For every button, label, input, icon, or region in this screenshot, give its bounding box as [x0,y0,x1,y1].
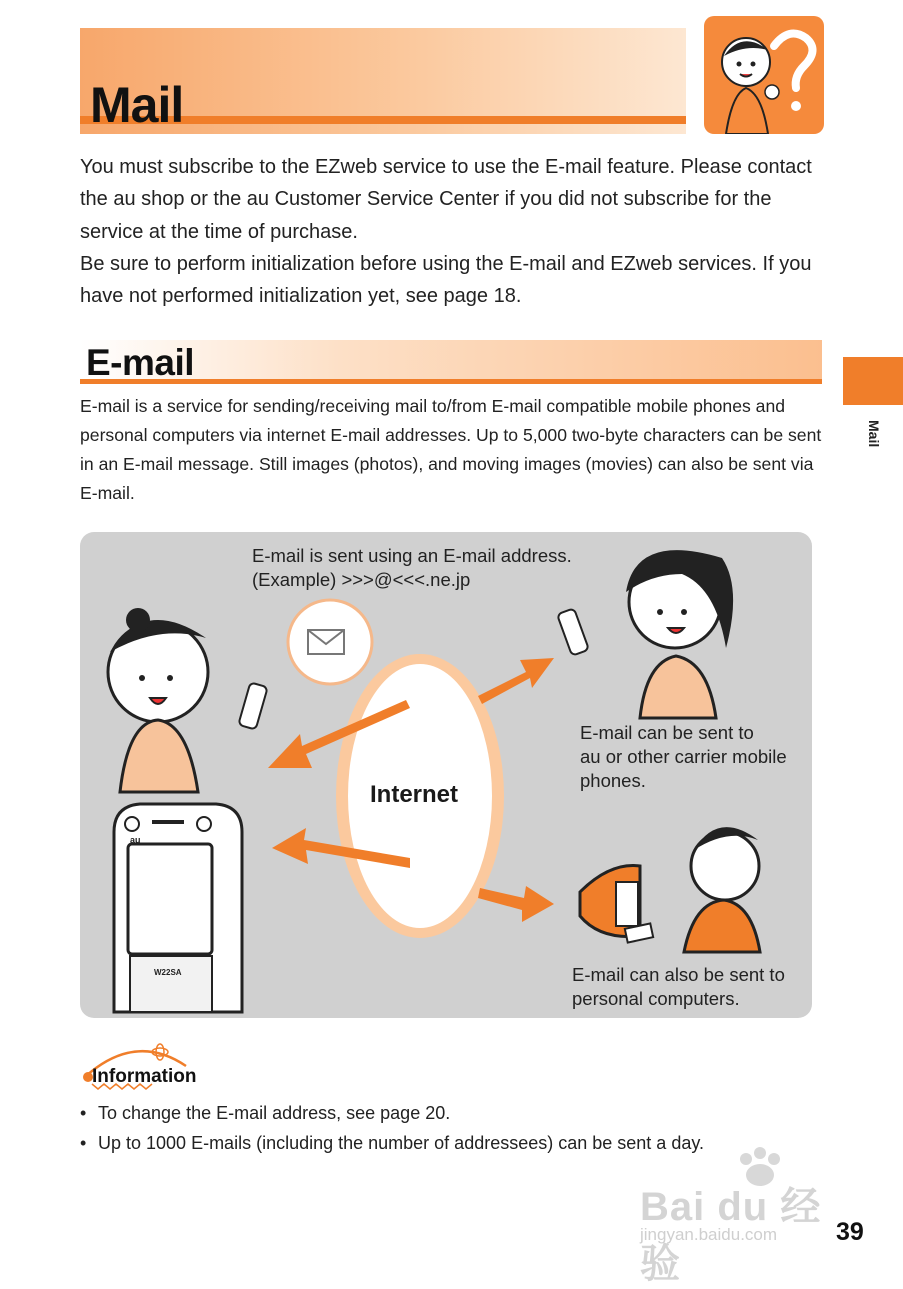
intro-paragraph-initialization: Be sure to perform initialization before using the E-mail and EZweb services. If you have not performed initialization yet, see page 18. [80,253,812,308]
mobile-caption-line3: phones. [580,770,646,791]
address-caption-line1: E-mail is sent using an E-mail address. [252,545,572,566]
email-diagram [80,532,812,1018]
info-item: • To change the E-mail address, see page 20. [80,1103,451,1123]
section-heading-bar [80,340,822,384]
mobile-caption-line1: E-mail can be sent to [580,722,754,743]
title-banner [80,28,686,134]
pc-caption-line1: E-mail can also be sent to [572,964,785,985]
page-number: 39 [836,1218,864,1246]
info-item: • Up to 1000 E-mails (including the number of addressees) can be sent a day. [80,1133,705,1153]
mobile-caption-line2: au or other carrier mobile [580,746,787,767]
watermark-url: jingyan.baidu.com [640,1225,778,1244]
baidu-watermark [640,1145,850,1286]
intro-paragraph-subscription: You must subscribe to the EZweb service to use the E-mail feature. Please contact the au shop or the au Customer Service Center if you did not subscribe for the service at the time of purchase. [80,156,812,243]
diagram-illustration [80,532,812,1018]
internet-label: Internet [370,781,459,808]
section-title: E-mail [86,342,195,383]
page-title: Mail [90,77,184,133]
phone-brand-logo: au [130,835,141,845]
email-description: E-mail is a service for sending/receiving mail to/from E-mail compatible mobile phones and personal computers via internet E-mail addresses. Up to 5,000 two-byte characters can be sent in an E-mail message. Still images (photos), and moving images (movies) can also be sent via E-mail. [80,396,822,503]
watermark-brand: Bai du 经验 [640,1185,822,1286]
phone-model-label: W22SA [154,968,182,977]
mascot-illustration [704,16,824,134]
side-tab[interactable] [843,357,903,405]
address-caption-example: (Example) >>>@<<<.ne.jp [252,569,471,590]
information-title: Information [92,1066,197,1087]
info-item-text: Up to 1000 E-mails (including the number of addressees) can be sent a day. [98,1133,705,1153]
side-tab-label: Mail [866,420,882,448]
info-item-text: To change the E-mail address, see page 20. [98,1103,451,1123]
pc-caption-line2: personal computers. [572,988,740,1009]
